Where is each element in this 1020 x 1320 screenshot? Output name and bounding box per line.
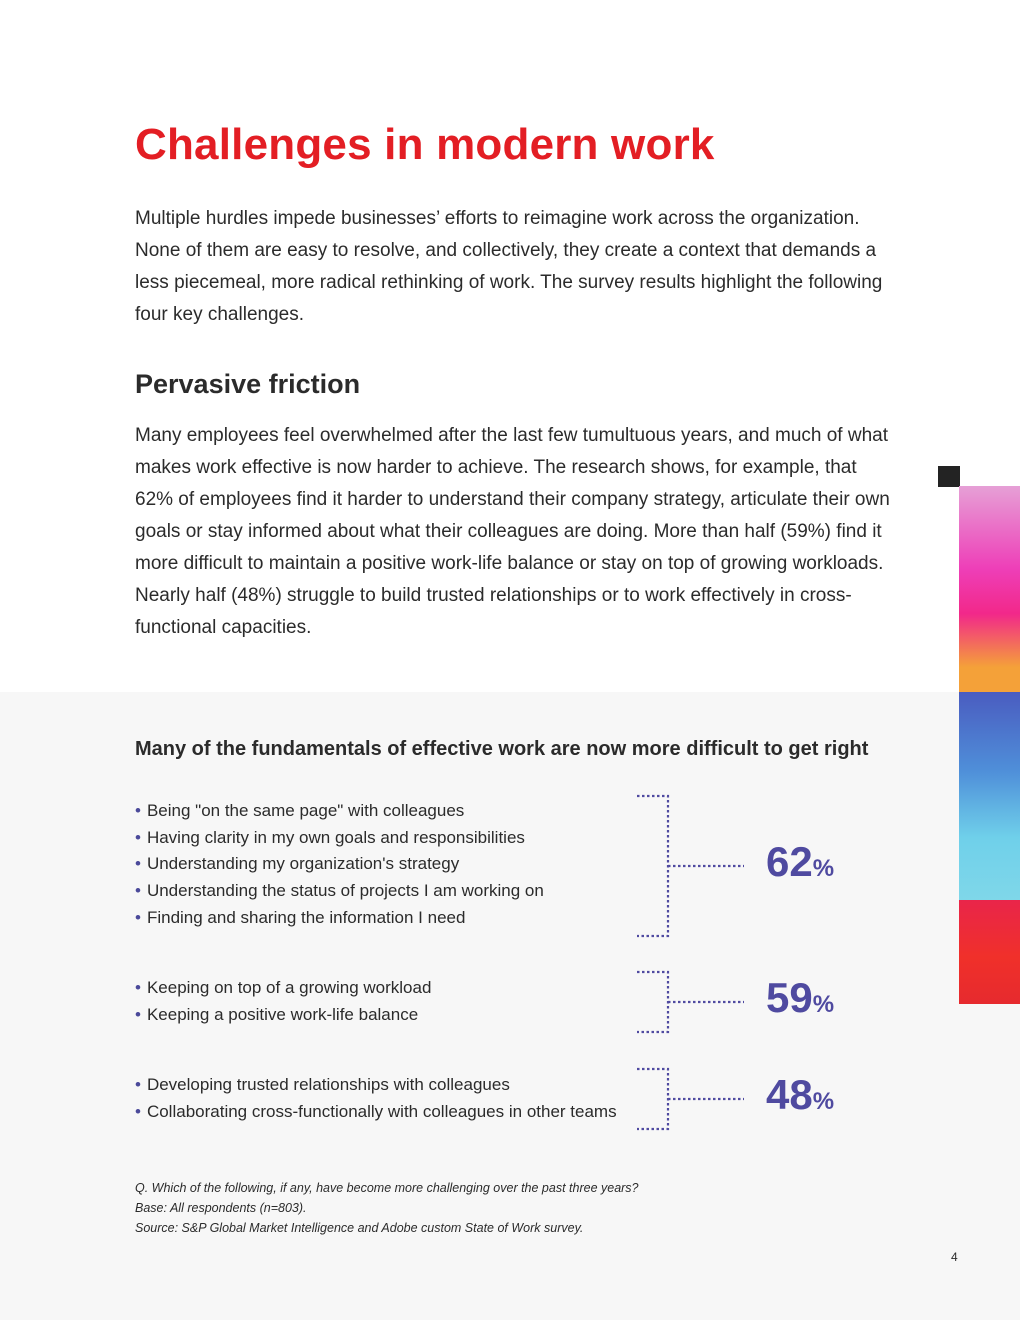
bullet: • [135,881,141,901]
bullet: • [135,978,141,997]
list-item: • Being "on the same page" with colleagues [135,801,465,820]
list-item: • Having clarity in my own goals and responsibilities [135,827,525,847]
percent-number: 48 [766,1071,813,1118]
chart-title: Many of the fundamentals of effective work are now more difficult to get right [135,738,869,760]
bracket-group-2 [637,972,744,1032]
bullet: • [135,827,141,847]
list-item: • Collaborating cross-functionally with colleagues in other teams [135,1101,617,1121]
section-heading: Pervasive friction [135,369,361,399]
percent-sign: % [812,1088,835,1115]
percent-value-59 [766,974,834,1022]
footnote-source: Source: S&P Global Market Intelligence and Adobe custom State of Work survey. [135,1221,584,1235]
list-item: • Finding and sharing the information I need [135,907,466,927]
percent-sign: % [812,855,835,882]
bullet: • [135,801,141,820]
list-item: • Developing trusted relationships with colleagues [135,1075,510,1094]
page-number: 4 [951,1250,958,1264]
bullet: • [135,1004,141,1024]
percent-number: 59 [766,974,813,1021]
bullet: • [135,1075,141,1094]
percent-value-48 [766,1071,834,1119]
bullet: • [135,854,141,874]
bracket-group-3 [637,1069,744,1129]
percent-number: 62 [766,838,813,885]
intro-paragraph: Multiple hurdles impede businesses’ efforts to reimagine work across the organization. None of them are easy to resolve, and collectively, they create a context that demands a less piecemeal, more radical rethinking of work. The survey results highlight the following four key challenges. [135,208,883,325]
footnote-base: Base: All respondents (n=803). [135,1201,307,1215]
list-item: • Keeping on top of a growing workload [135,978,432,997]
list-item: • Understanding my organization's strategy [135,854,460,874]
section-body: Many employees feel overwhelmed after the last few tumultuous years, and much of what makes work effective is now harder to achieve. The research shows, for example, that 62% of employees find it harder to understand their company strategy, articulate their own goals or stay informed about what their colleagues are doing. More than half (59%) find it more difficult to maintain a positive work-life balance or stay on top of growing workloads. Nearly half (48%) struggle to build trusted relationships or to work effectively in cross-functional capacities. [135,425,890,638]
list-item: • Keeping a positive work-life balance [135,1004,419,1024]
page-title: Challenges in modern work [135,120,715,169]
footnotes [135,1178,639,1238]
percent-value-62 [766,838,834,886]
percent-sign: % [812,991,835,1018]
bullet: • [135,1101,141,1121]
footnote-question: Q. Which of the following, if any, have become more challenging over the past three years? [135,1181,639,1195]
bracket-group-1 [637,796,744,936]
list-item: • Understanding the status of projects I am working on [135,881,544,901]
bullet: • [135,907,141,927]
